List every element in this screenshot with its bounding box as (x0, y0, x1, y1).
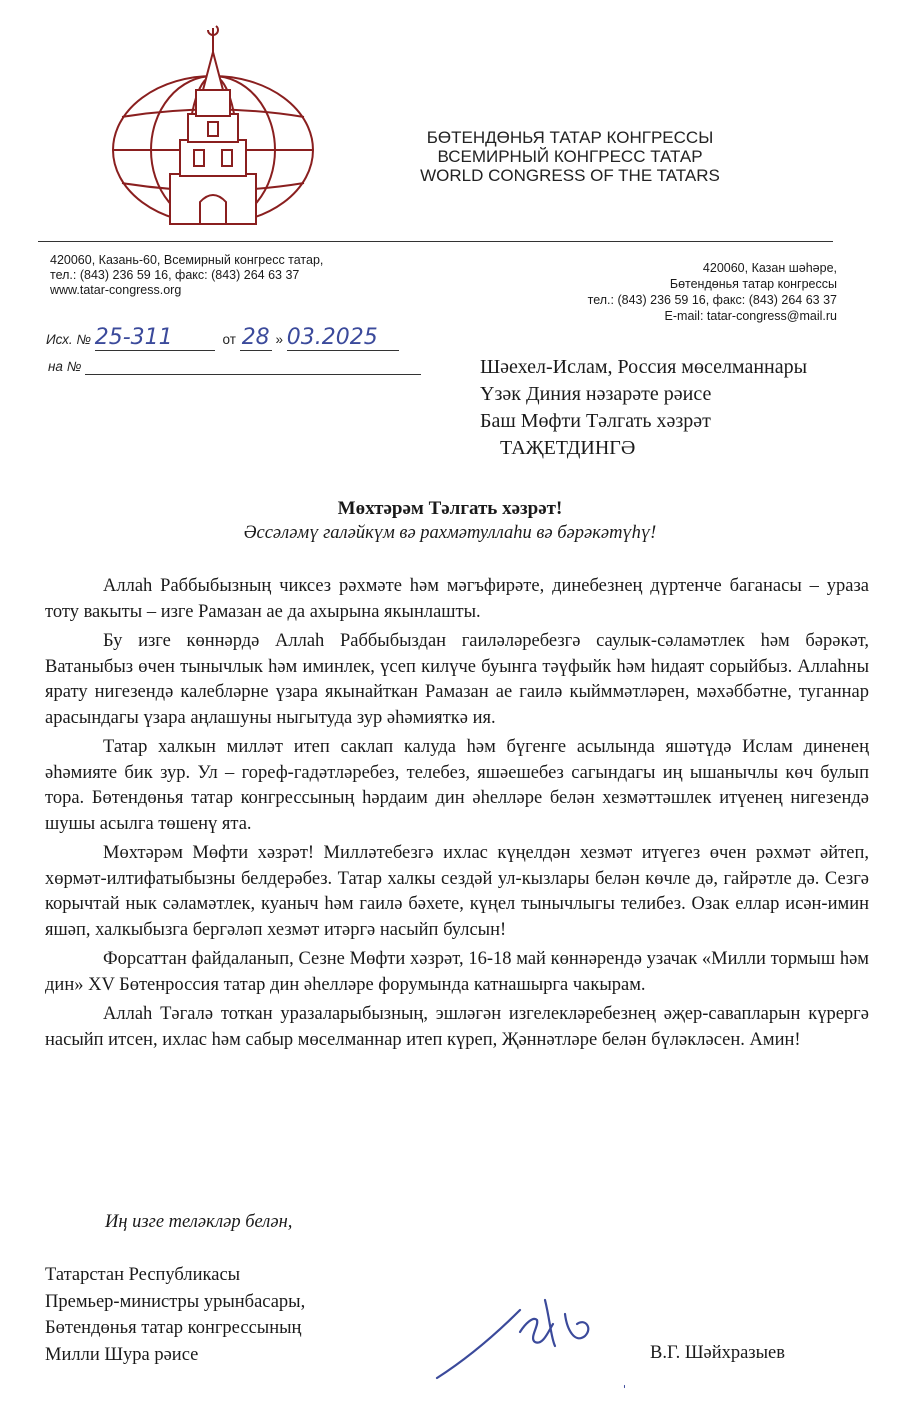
date-month-year: 03.2025 (286, 325, 378, 350)
paragraph: Аллаһ Раббыбызның чиксез рәхмәте һәм мәгъфирәте, динебезнең дүртенче баганасы – ураза тоту вакыты – изге Рамазан ае да ахырына якынлашты. (45, 576, 869, 622)
addressee-line: Шәехел-Ислам, Россия мөселманнары (480, 356, 808, 378)
outgoing-number-label: Исх. № (46, 332, 91, 347)
signatory-name: В.Г. Шәйхразыев (650, 1343, 785, 1363)
address-left-website: www.tatar-congress.org (50, 283, 182, 297)
signatory-line: Премьер-министры урынбасары, (45, 1291, 306, 1312)
congress-logo-icon (108, 22, 318, 227)
incoming-number-label: на № (48, 359, 82, 374)
organization-name (360, 128, 780, 185)
signatory-line: Бөтендөнья татар конгрессының (45, 1318, 302, 1338)
addressee-line: Баш Мөфти Тәлгать хәзрәт (480, 410, 711, 432)
closing-phrase: Иң изге теләкләр белән, (105, 1212, 293, 1232)
handwritten-signature-icon (425, 1290, 625, 1390)
signatory-line: Татарстан Республикасы (45, 1265, 241, 1285)
addressee-surname: ТАҖЕТДИНГӘ (500, 437, 636, 459)
date-label: от (222, 332, 236, 347)
blessing: Әссәләмү галәйкүм вә рахмәтуллаһи вә бәрәкәтүһү! (243, 523, 657, 543)
paragraph: Форсаттан файдаланып, Сезне Мөфти хәзрәт, 16-18 май көннәрендә узачак «Милли тормыш һәм дин» XV Бөтенроссия татар дин әһелләре форумында катнашырга чакырам. (45, 949, 869, 995)
outgoing-number-value: 25-311 (94, 325, 173, 350)
signatory-title (45, 1262, 305, 1368)
address-right-phone: тел.: (843) 236 59 16, факс: (843) 264 63 37 (587, 293, 837, 307)
org-name-russian: ВСЕМИРНЫЙ КОНГРЕСС ТАТАР (437, 147, 703, 166)
address-right-line: 420060, Казан шәһәре, (702, 261, 837, 275)
address-right-email: E-mail: tatar-congress@mail.ru (664, 309, 837, 323)
header-divider (38, 241, 833, 242)
address-right-line: Бөтендөнья татар конгрессы (669, 277, 837, 291)
paragraph: Татар халкын милләт итеп саклап калуда һәм бүгенге асылында яшәтүдә Ислам диненең әһәмияте бик зур. Ул – гореф-гадәтләребез, телебез, яшәешебез сагындагы иң ышанычлы көч булып тора. Бөтендөнья татар конгрессының һәрдаим дин әһелләре белән хезмәттәшлек итүенең нигезендә шушы асылга төшенү ята. (45, 737, 869, 834)
reference-block: Исх. № 25-311 от 28 » 03.2025 на № (46, 325, 421, 375)
address-left (50, 253, 323, 298)
date-day: 28 (241, 325, 270, 350)
address-right (588, 260, 837, 324)
signatory-line: Милли Шура рәисе (45, 1344, 199, 1365)
salutation: Мөхтәрәм Тәлгать хәзрәт! (337, 498, 563, 519)
letter-body (45, 574, 869, 1057)
address-left-line: 420060, Казань-60, Всемирный конгресс татар, (50, 253, 324, 267)
addressee-line: Үзәк Диния нәзарәте рәисе (480, 383, 712, 405)
paragraph: Бу изге көннәрдә Аллаһ Раббыбыздан гаиләләребезгә саулык-сәламәтлек һәм бәрәкәт, Ватаныбыз өчен тынычлык һәм иминлек, үсеп килүче буынга тәүфыйк һәм һидаят сорыйбыз. Аллаһны ярату нигезендә калебләрне үзара якынайткан Рамазан ае гаилә кыйммәтләрен, мәхәббәтне, туганнар арасындагы үзара аңлашуны ныгытуда зур әһәмияткә ия. (45, 631, 869, 728)
paragraph: Мөхтәрәм Мөфти хәзрәт! Милләтебезгә ихлас күңелдән хезмәт итүегез өчен рәхмәт әйтеп, хөрмәт-илтифатыбызны белдерәбез. Татар халкы сездәй ул-кызлары белән көчле дә, гайрәтле дә. Сезгә корычтай нык сәламәтлек, куаныч һәм гаилә бәхете, күңел тынычлыгы телибез. Озак еллар исән-имин яшәп, халкыбызга бергәләп хезмәт итәргә насыйп булсын! (45, 843, 869, 940)
address-left-phone: тел.: (843) 236 59 16, факс: (843) 264 63 37 (50, 268, 300, 282)
org-name-tatar: БӨТЕНДӨНЬЯ ТАТАР КОНГРЕССЫ (426, 128, 714, 147)
paragraph: Аллаһ Тәгалә тоткан уразаларыбызның, эшләгән изгелекләребезнең әҗер-савапларын күрергә насыйп итсен, ихлас һәм сабыр мөселманнар итеп күреп, Җәннәтләре белән бүләкләсен. Амин! (45, 1004, 869, 1050)
addressee-block (480, 354, 807, 462)
org-name-english: WORLD CONGRESS OF THE TATARS (420, 166, 720, 185)
